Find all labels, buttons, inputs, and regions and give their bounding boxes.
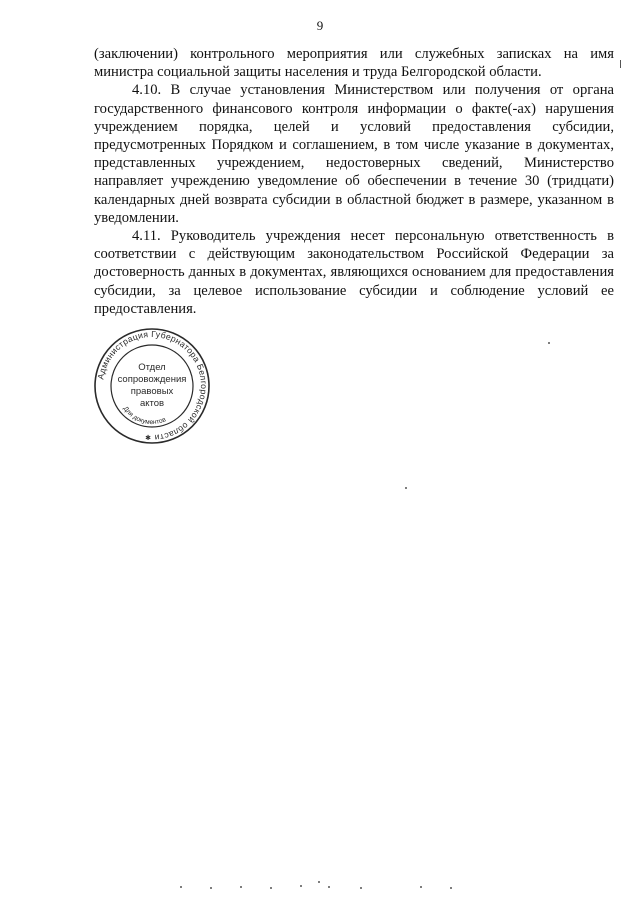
official-stamp [92,326,212,446]
scan-speck [318,881,320,883]
stamp-center-line1: Отдел [138,362,166,373]
scan-speck [300,885,302,887]
stamp-star-icon: ✱ [145,435,151,442]
stamp-center-line2: сопровождения [117,374,187,385]
paragraph-continuation: (заключении) контрольного мероприятия или служебных записках на имя министра социальной защиты населения и труда Белгородской области. [94,46,614,81]
scan-speck [450,887,452,889]
scan-speck [360,887,362,889]
stamp-outer-text: Администрация Губернатора Белгородской области [95,328,210,443]
scan-speck [548,342,550,344]
scan-speck [210,887,212,889]
scan-speck [328,886,330,888]
paragraph-4-10: 4.10. В случае установления Министерством или получения от органа государственного финансового контроля информации о факте(-ах) нарушения учреждением порядка, целей и условий предоставления субсидии, предусмотренных Порядком и соглашением, в том числе указание в документах, представленных учреждением, недостоверных сведений, Министерство направляет учреждению уведомление об обеспечении в течение 30 (тридцати) календарных дней возврата субсидии в областной бюджет в размере, указанном в уведомлении. [94,82,614,226]
document-body [94,45,614,318]
scan-speck [270,887,272,889]
page-number: 9 [316,18,324,33]
scan-speck [620,60,621,68]
paragraph-4-11: 4.11. Руководитель учреждения несет персональную ответственность в соответствии с действующим законодательством Российской Федерации за достоверность данных в документах, являющихся основанием для предоставления субсидии, за целевое использование субсидии и соблюдение условий ее предоставления. [94,228,614,317]
scan-speck [420,886,422,888]
scan-speck [405,487,407,489]
scan-speck [180,886,182,888]
stamp-center-line4: актов [139,398,165,409]
stamp-inner-text: Для документов [121,405,167,427]
stamp-center-line3: правовых [130,386,174,397]
scan-speck [240,886,242,888]
